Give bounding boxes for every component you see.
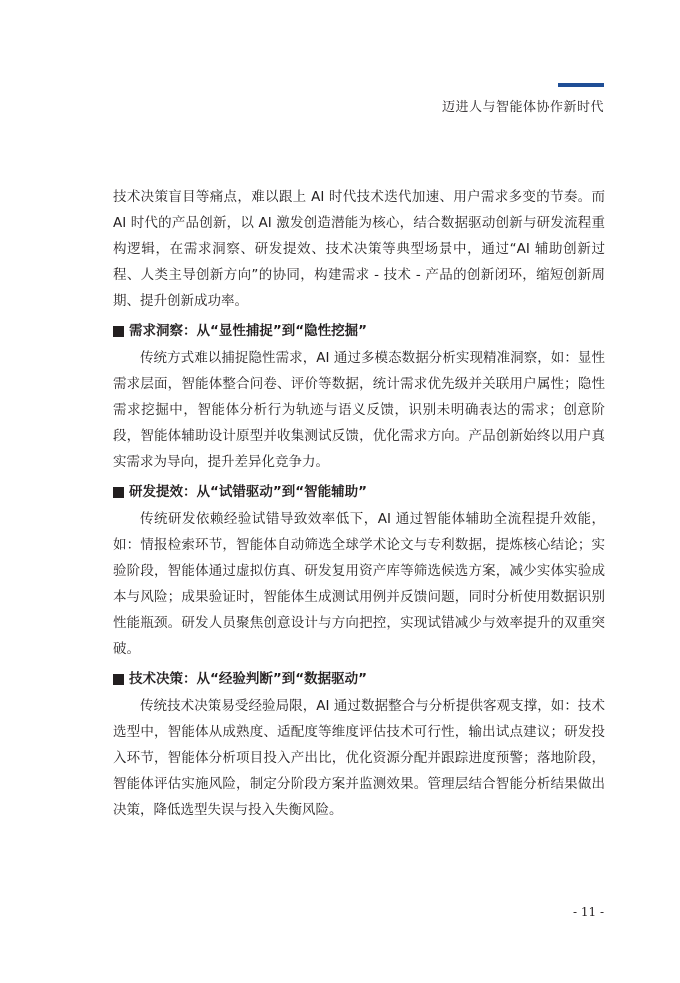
section-heading-text: 需求洞察：从“显性捕捉”到“隐性挖掘”: [129, 323, 367, 339]
section-rd-efficiency: [113, 479, 605, 662]
section-heading: [113, 666, 605, 692]
section-heading: [113, 318, 605, 344]
square-bullet-icon: [113, 326, 124, 337]
section-body: 传统技术决策易受经验局限，AI 通过数据整合与分析提供客观支撑，如：技术选型中，智能体从成熟度、适配度等维度评估技术可行性，输出试点建议；研发投入环节，智能体分析项目投入产出比，优化资源分配并跟踪进度预警；落地阶段，智能体评估实施风险，制定分阶段方案并监测效果。管理层结合智能分析结果做出决策，降低选型失误与投入失衡风险。: [113, 698, 605, 818]
section-body: 传统方式难以捕捉隐性需求，AI 通过多模态数据分析实现精准洞察，如：显性需求层面，智能体整合问卷、评价等数据，统计需求优先级并关联用户属性；隐性需求挖掘中，智能体分析行为轨迹与语义反馈，识别未明确表达的需求；创意阶段，智能体辅助设计原型并收集测试反馈，优化需求方向。产品创新始终以用户真实需求为导向，提升差异化竞争力。: [113, 350, 605, 470]
section-body: 传统研发依赖经验试错导致效率低下，AI 通过智能体辅助全流程提升效能，如：情报检索环节，智能体自动筛选全球学术论文与专利数据，提炼核心结论；实验阶段，智能体通过虚拟仿真、研发复用资产库等筛选候选方案，减少实体实验成本与风险；成果验证时，智能体生成测试用例并反馈问题，同时分析使用数据识别性能瓶颈。研发人员聚焦创意设计与方向把控，实现试错减少与效率提升的双重突破。: [113, 511, 605, 657]
header-accent-bar: [558, 83, 604, 87]
section-heading-text: 研发提效：从“试错驱动”到“智能辅助”: [129, 484, 367, 500]
intro-paragraph: 技术决策盲目等痛点，难以跟上 AI 时代技术迭代加速、用户需求多变的节奏。而 AI 时代的产品创新，以 AI 激发创造潜能为核心，结合数据驱动创新与研发流程重构逻辑，在需求洞察、研发提效、技术决策等典型场景中，通过“AI 辅助创新过程、人类主导创新方向”的协同，构建需求 - 技术 - 产品的创新闭环，缩短创新周期、提升创新成功率。: [113, 189, 605, 309]
section-heading-text: 技术决策：从“经验判断”到“数据驱动”: [129, 671, 367, 687]
square-bullet-icon: [113, 487, 124, 498]
page-number: - 11 -: [572, 905, 604, 919]
running-header-title: 迈进人与智能体协作新时代: [441, 100, 604, 115]
section-heading: [113, 479, 605, 505]
section-tech-decision: [113, 666, 605, 823]
section-demand-insight: [113, 318, 605, 475]
main-content: [113, 184, 605, 823]
square-bullet-icon: [113, 674, 124, 685]
